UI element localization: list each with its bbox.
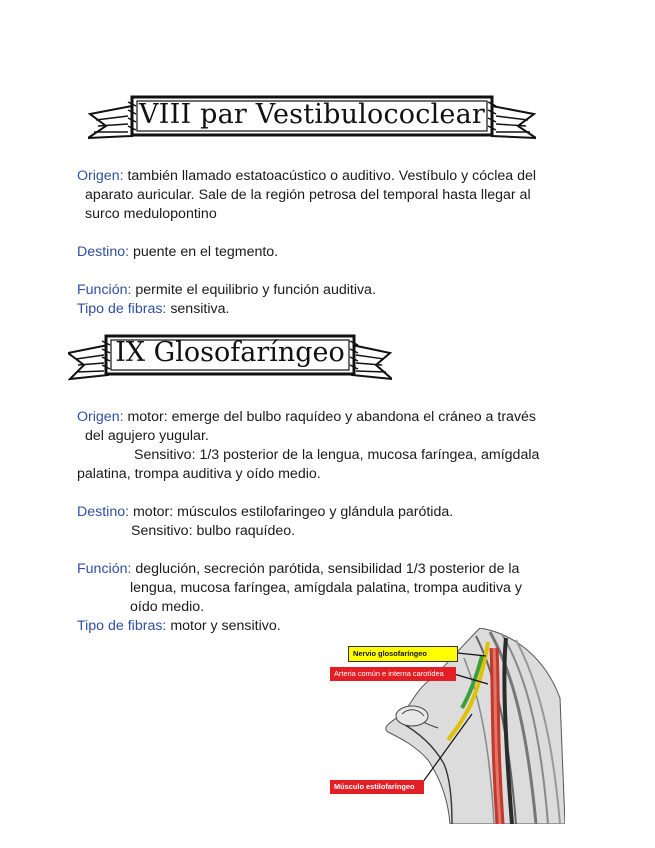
banner-ix bbox=[68, 331, 392, 387]
section-ix-body bbox=[77, 408, 565, 636]
fibras-label: Tipo de fibras: bbox=[77, 301, 167, 317]
origen-text: motor: emerge del bulbo raquídeo y abandona el cráneo a través bbox=[123, 409, 537, 425]
origen-label: Origen: bbox=[77, 409, 124, 425]
origen-ix-line2: del agujero yugular. bbox=[85, 428, 209, 444]
fibras-viii bbox=[77, 300, 565, 319]
funcion-viii bbox=[77, 281, 565, 300]
glossopharyngeal-anatomy-figure bbox=[330, 628, 565, 824]
destino-ix bbox=[77, 503, 565, 522]
fibras-text: motor y sensitivo. bbox=[166, 618, 281, 634]
fibras-text: sensitiva. bbox=[166, 301, 230, 317]
destino-viii bbox=[77, 243, 565, 262]
origen-viii bbox=[77, 167, 565, 186]
origen-viii-line2: aparato auricular. Sale de la región petrosa del temporal hasta llegar al bbox=[85, 187, 531, 203]
callout-arteria-carotidea: Arteria común e interna carotídea bbox=[330, 667, 456, 681]
funcion-ix-line2: lengua, mucosa faríngea, amígdala palatina, trompa auditiva y bbox=[130, 580, 522, 596]
origen-ix-sensitivo-line2: palatina, trompa auditiva y oído medio. bbox=[77, 466, 321, 482]
fibras-label: Tipo de fibras: bbox=[77, 618, 167, 634]
section-title-viii: VIII par Vestibulococlear bbox=[139, 99, 485, 130]
callout-nervio-glosofaringeo: Nervio glosofaríngeo bbox=[348, 646, 458, 662]
destino-text: puente en el tegmento. bbox=[129, 244, 279, 260]
callout-musculo-estilofaringeo: Músculo estilofaríngeo bbox=[330, 780, 424, 794]
origen-viii-line3: surco medulopontino bbox=[85, 206, 217, 222]
destino-ix-sensitivo: Sensitivo: bulbo raquídeo. bbox=[131, 523, 296, 539]
destino-text: motor: músculos estilofaringeo y glándula parótida. bbox=[129, 504, 454, 520]
origen-label: Origen: bbox=[77, 168, 124, 184]
funcion-text: permite el equilibrio y función auditiva. bbox=[131, 282, 376, 298]
banner-viii bbox=[88, 92, 536, 148]
section-viii-body bbox=[77, 167, 565, 319]
origen-ix-sensitivo: Sensitivo: 1/3 posterior de la lengua, mucosa faríngea, amígdala bbox=[134, 447, 540, 463]
destino-label: Destino: bbox=[77, 244, 130, 260]
funcion-label: Función: bbox=[77, 282, 132, 298]
section-title-ix: IX Glosofaríngeo bbox=[115, 337, 345, 368]
funcion-ix bbox=[77, 560, 565, 579]
funcion-label: Función: bbox=[77, 561, 132, 577]
origen-text: también llamado estatoacústico o auditivo. Vestíbulo y cóclea del bbox=[123, 168, 537, 184]
destino-label: Destino: bbox=[77, 504, 130, 520]
funcion-ix-line3: oído medio. bbox=[130, 599, 205, 615]
origen-ix bbox=[77, 408, 565, 427]
funcion-text: deglución, secreción parótida, sensibilidad 1/3 posterior de la bbox=[131, 561, 520, 577]
